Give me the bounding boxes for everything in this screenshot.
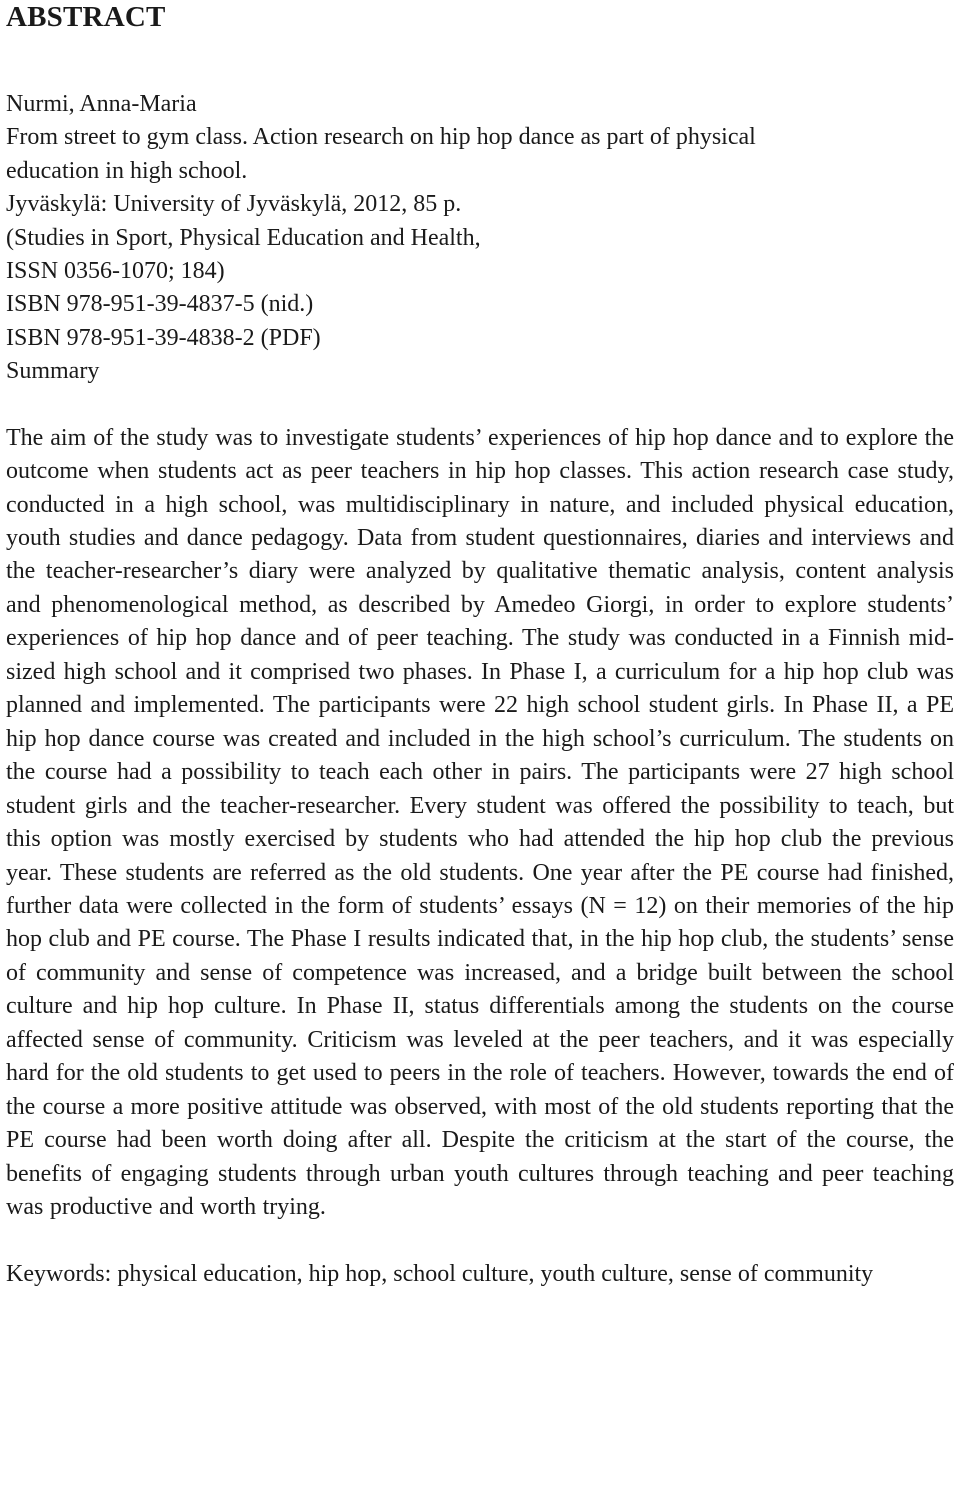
series-info-line-2: ISSN 0356-1070; 184) [6,258,225,285]
keywords: Keywords: physical education, hip hop, school culture, youth culture, sense of community [6,1260,874,1287]
author-name: Nurmi, Anna-Maria [6,91,197,117]
abstract-body: The aim of the study was to investigate students’ experiences of hip hop dance and to explore the outcome when students act as peer teachers in hip hop classes. This action research case study, conducted in a high school, was multidisciplinary in nature, and included physical education, youth studies and dance pedagogy. Data from student questionnaires, diaries and interviews and the teacher-researcher’s diary were analyzed by qualitative thematic analysis, content analysis and phenomenological method, as described by Amedeo Giorgi, in order to explore students’ experiences of hip hop dance and of peer teaching. The study was conducted in a Finnish mid-sized high school and it comprised two phases. In Phase I, a curriculum for a hip hop club was planned and implemented. The participants were 22 high school student girls. In Phase II, a PE hip hop dance course was created and included in the high school’s curriculum. The students on the course had a possibility to teach each other in pairs. The participants were 27 high school student girls and the teacher-researcher. Every student was offered the possibility to teach, but this option was mostly exercised by students who had attended the hip hop club the previous year. These students are referred as the old students. One year after the PE course had finished, further data were collected in the form of students’ essays (N = 12) on their memories of the hip hop club and PE course. The Phase I results indicated that, in the hip hop club, the students’ sense of community and sense of competence was increased, and a bridge built between the school culture and hip hop culture. In Phase II, status differentials among the students on the course affected sense of community. Criticism was leveled at the peer teachers, and it was especially hard for the old students to get used to peers in the role of teachers. However, towards the end of the course a more positive attitude was observed, with most of the old students reporting that the PE course had been worth doing after all. Despite the criticism at the start of the course, the benefits of engaging students through urban youth cultures through teaching and peer teaching was productive and worth trying. [6,424,954,1221]
publisher-info: Jyväskylä: University of Jyväskylä, 2012, 85 p. [6,191,462,218]
isbn-pdf: ISBN 978-951-39-4838-2 (PDF) [6,324,321,351]
series-info-line-1: (Studies in Sport, Physical Education and Health, [6,224,481,251]
isbn-print: ISBN 978-951-39-4837-5 (nid.) [6,291,314,318]
page-heading: ABSTRACT [6,1,166,33]
work-title-line-1: From street to gym class. Action research on hip hop dance as part of physical [6,124,756,151]
bibliographic-info [6,88,954,389]
summary-label: Summary [6,358,100,385]
work-title-line-2: education in high school. [6,157,248,184]
